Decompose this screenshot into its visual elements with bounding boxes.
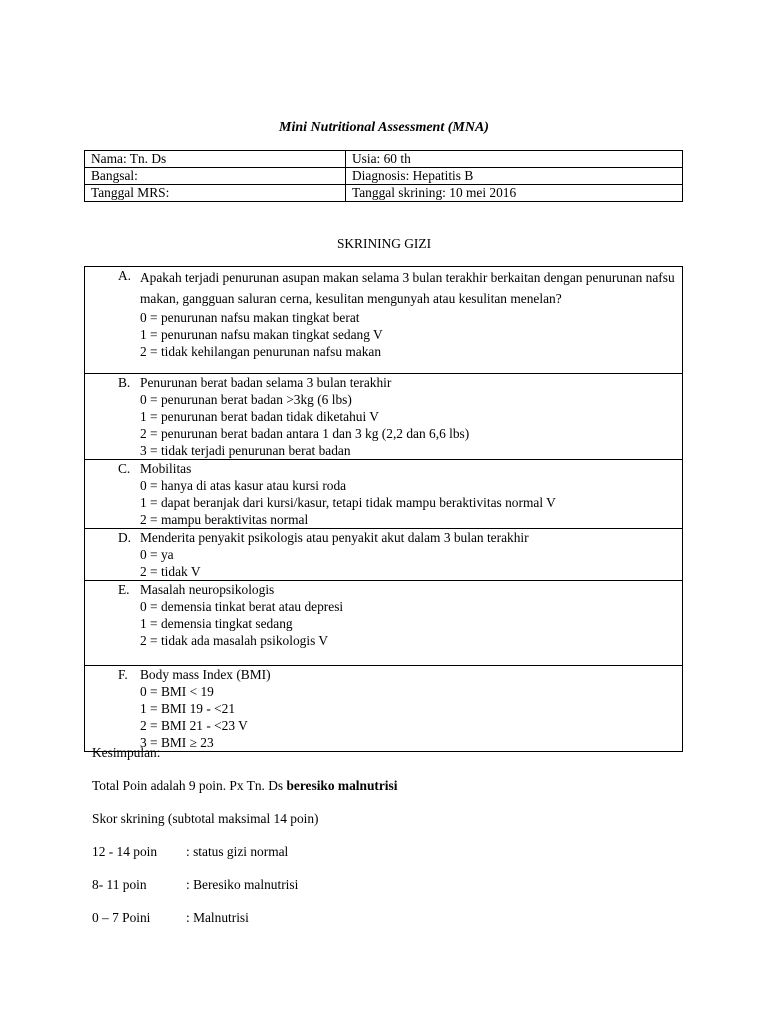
score-row [92,843,397,860]
question-letter: C. [118,461,131,476]
option: 3 = BMI ≥ 23 [140,735,214,750]
question-row-a [85,267,683,374]
option: 2 = mampu beraktivitas normal [140,512,309,527]
option: 2 = tidak ada masalah psikologis V [140,633,329,648]
option: 2 = tidak V [140,564,201,579]
admission-date: Tanggal MRS: [85,185,346,202]
screening-date: Tanggal skrining: 10 mei 2016 [346,185,683,202]
patient-age: Usia: 60 th [346,151,683,168]
option: 0 = penurunan berat badan >3kg (6 lbs) [140,392,352,407]
conclusion-section [92,744,397,926]
option: 2 = tidak kehilangan penurunan nafsu makan [140,344,382,359]
option: 1 = BMI 19 - <21 [140,701,236,716]
question-letter: B. [118,375,131,390]
option: 1 = dapat beranjak dari kursi/kasur, tetapi tidak mampu beraktivitas normal V [140,495,556,510]
total-points-text: Total Poin adalah 9 poin. Px Tn. Ds [92,778,287,793]
question-row-e [85,581,683,666]
option: 3 = tidak terjadi penurunan berat badan [140,443,351,458]
conclusion-heading: Kesimpulan: [92,745,161,760]
question-letter: E. [118,582,130,597]
ward: Bangsal: [85,168,346,185]
score-label: : Malnutrisi [186,910,249,925]
document-title: Mini Nutritional Assessment (MNA) [279,120,489,135]
question-letter: F. [118,667,128,682]
score-range: 0 – 7 Poini [92,910,151,925]
score-range: 8- 11 poin [92,877,147,892]
score-label: : status gizi normal [186,844,289,859]
question-letter: D. [118,530,132,545]
total-points-line [92,777,397,794]
screening-table [84,266,683,752]
question-text: Penurunan berat badan selama 3 bulan terakhir [140,375,392,390]
option: 1 = demensia tingkat sedang [140,616,293,631]
score-label: : Beresiko malnutrisi [186,877,299,892]
score-row [92,909,397,926]
question-row-b [85,374,683,460]
table-row [85,151,683,168]
option: 0 = BMI < 19 [140,684,214,699]
question-text: Menderita penyakit psikologis atau penyakit akut dalam 3 bulan terakhir [140,530,529,545]
question-row-d [85,529,683,581]
option: 0 = demensia tinkat berat atau depresi [140,599,344,614]
question-letter: A. [118,268,132,283]
table-row [85,168,683,185]
question-text: Body mass Index (BMI) [140,667,271,682]
table-row [85,185,683,202]
question-text: Apakah terjadi penurunan asupan makan selama 3 bulan terakhir berkaitan dengan penurunan nafsu makan, gangguan saluran cerna, kesulitan mengunyah atau kesulitan menelan? [140,270,675,306]
score-note: Skor skrining (subtotal maksimal 14 poin) [92,811,319,826]
diagnosis: Diagnosis: Hepatitis B [346,168,683,185]
option: 1 = penurunan berat badan tidak diketahui V [140,409,379,424]
section-title: SKRINING GIZI [336,236,432,251]
risk-result: beresiko malnutrisi [286,778,398,793]
score-range: 12 - 14 poin [92,844,158,859]
option: 0 = hanya di atas kasur atau kursi roda [140,478,347,493]
option: 2 = BMI 21 - <23 V [140,718,248,733]
option: 1 = penurunan nafsu makan tingkat sedang V [140,327,383,342]
option: 2 = penurunan berat badan antara 1 dan 3 kg (2,2 dan 6,6 lbs) [140,426,470,441]
question-row-c [85,460,683,529]
question-text: Masalah neuropsikologis [140,582,275,597]
patient-name: Nama: Tn. Ds [85,151,346,168]
option: 0 = penurunan nafsu makan tingkat berat [140,310,360,325]
option: 0 = ya [140,547,174,562]
score-row [92,876,397,893]
question-text: Mobilitas [140,461,192,476]
patient-info-table [84,150,683,202]
question-row-f [85,666,683,752]
